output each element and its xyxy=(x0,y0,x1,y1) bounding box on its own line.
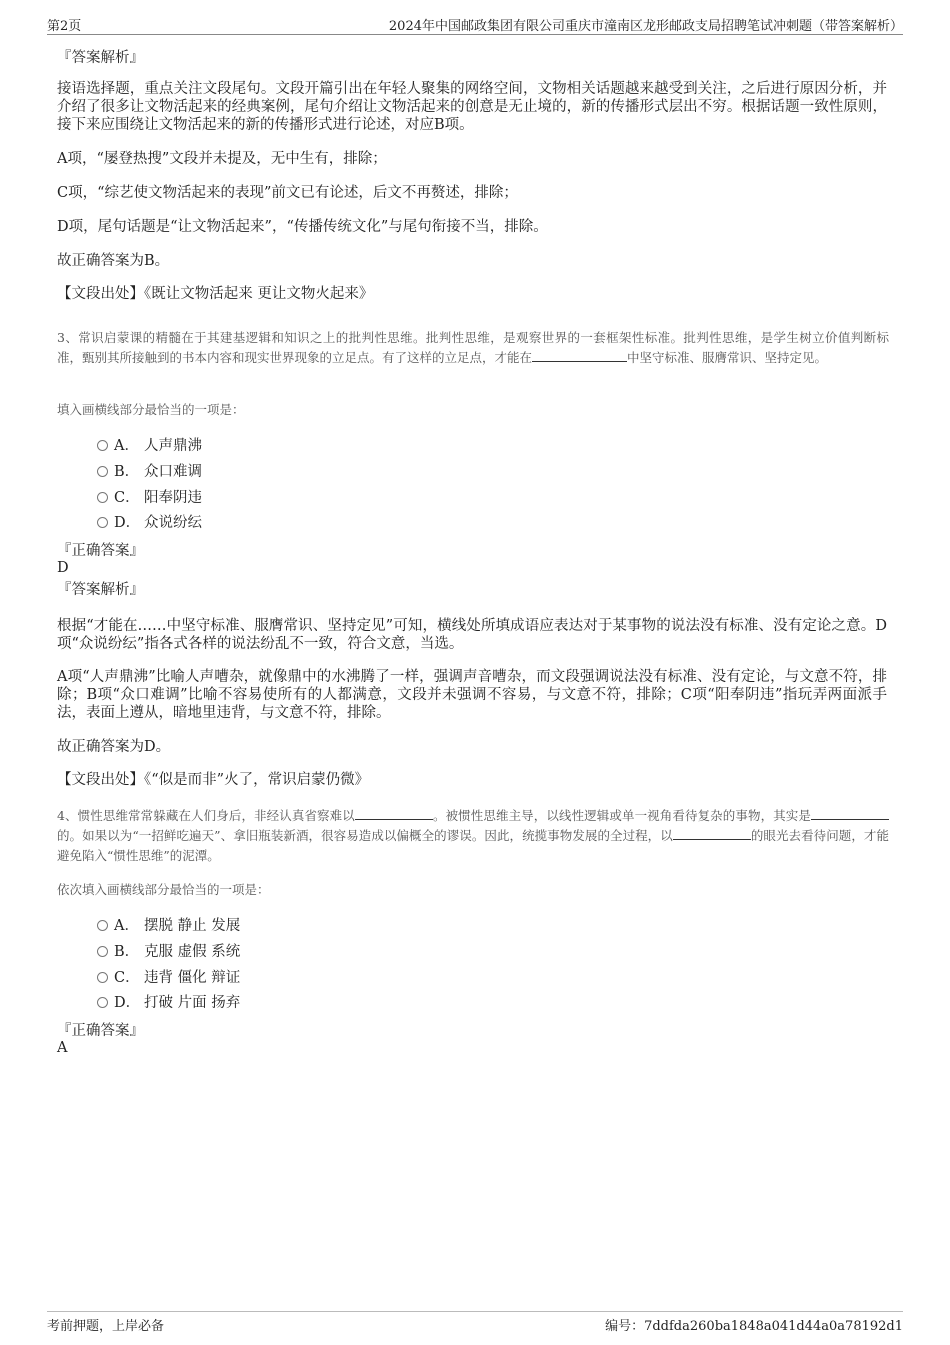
page-number: 第2页 xyxy=(47,19,82,34)
analysis-label: 『答案解析』 xyxy=(57,582,144,598)
question-text: 中坚守标准、服膺常识、坚持定见。 xyxy=(627,350,828,365)
correct-answer: A xyxy=(57,1040,68,1056)
option-a[interactable]: A． 人声鼎沸 xyxy=(97,436,202,456)
radio-icon[interactable] xyxy=(97,972,108,983)
question-text: 。被惯性思维主导，以线性逻辑或单一视角看待复杂的事物，其实是 xyxy=(432,808,811,823)
analysis-paragraph: D项，尾句话题是“让文物活起来”，“传播传统文化”与尾句衔接不当，排除。 xyxy=(57,219,548,235)
document-id: 编号：7ddfda260ba1848a041d44a0a78192d1 xyxy=(605,1319,903,1334)
fill-blank xyxy=(355,807,433,820)
radio-icon[interactable] xyxy=(97,997,108,1008)
source-citation: 【文段出处】《既让文物活起来 更让文物火起来》 xyxy=(57,286,374,302)
analysis-paragraph: C项，“综艺使文物活起来的表现”前文已有论述，后文不再赘述，排除； xyxy=(57,185,518,201)
radio-icon[interactable] xyxy=(97,920,108,931)
analysis-label: 『答案解析』 xyxy=(57,50,144,66)
correct-answer-label: 『正确答案』 xyxy=(57,1023,144,1039)
option-d[interactable]: D． 众说纷纭 xyxy=(97,513,202,533)
option-a[interactable]: A． 摆脱 静止 发展 xyxy=(97,916,240,936)
correct-answer-label: 『正确答案』 xyxy=(57,543,144,559)
page-header xyxy=(47,14,903,35)
page-footer xyxy=(47,1311,903,1334)
radio-icon[interactable] xyxy=(97,517,108,528)
document-title: 2024年中国邮政集团有限公司重庆市潼南区龙形邮政支局招聘笔试冲刺题（带答案解析） xyxy=(388,19,903,34)
source-citation: 【文段出处】《“似是而非”火了，常识启蒙仍微》 xyxy=(57,772,370,788)
analysis-paragraph: 接语选择题，重点关注文段尾句。文段开篇引出在年轻人聚集的网络空间，文物相关话题越来越受到关注，之后进行原因分析，并介绍了很多让文物活起来的经典案例，尾句介绍让文物活起来的创意是无止境的，新的传播形式层出不穷。根据话题一致性原则，接下来应围绕让文物活起来的新的传播形式进行论述，对应B项。 xyxy=(57,81,887,133)
analysis-paragraph: A项，“屡登热搜”文段并未提及，无中生有，排除； xyxy=(57,151,387,167)
radio-icon[interactable] xyxy=(97,466,108,477)
option-c[interactable]: C． 违背 僵化 辩证 xyxy=(97,968,240,988)
radio-icon[interactable] xyxy=(97,946,108,957)
fill-blank xyxy=(532,349,627,362)
option-c[interactable]: C． 阳奉阴违 xyxy=(97,488,202,508)
analysis-paragraph: 根据“才能在……中坚守标准、服膺常识、坚持定见”可知，横线处所填成语应表达对于某事物的说法没有标准、没有定论之意。D项“众说纷纭”指各式各样的说法纷乱不一致，符合文意，当选。 xyxy=(57,618,887,652)
question-text: 4、惯性思维常常躲藏在人们身后，非经认真省察难以 xyxy=(57,808,355,823)
question-text: 的。如果以为“一招鲜吃遍天”、拿旧瓶装新酒，很容易造成以偏概全的谬误。因此，统揽事物发展的全过程，以 xyxy=(57,828,673,843)
analysis-paragraph: A项“人声鼎沸”比喻人声嘈杂，就像鼎中的水沸腾了一样，强调声音嘈杂，而文段强调说法没有标准、没有定论，与文意不符，排除；B项“众口难调”比喻不容易使所有的人都满意，文段并未强调不容易，与文意不符，排除；C项“阳奉阴违”指玩弄两面派手法，表面上遵从，暗地里违背，与文意不符，排除。 xyxy=(57,669,887,721)
radio-icon[interactable] xyxy=(97,440,108,451)
option-b[interactable]: B． 众口难调 xyxy=(97,462,202,482)
option-b[interactable]: B． 克服 虚假 系统 xyxy=(97,942,240,962)
radio-icon[interactable] xyxy=(97,492,108,503)
question-text: 的眼光去看待问题，才能避免陷入“惯性思维”的泥潭。 xyxy=(57,828,889,863)
question-4-text xyxy=(57,806,889,866)
correct-answer: D xyxy=(57,560,69,576)
fill-blank xyxy=(673,827,751,840)
footer-slogan: 考前押题，上岸必备 xyxy=(47,1319,165,1334)
question-3-text xyxy=(57,328,889,368)
question-prompt: 填入画横线部分最恰当的一项是： xyxy=(57,402,245,417)
fill-blank xyxy=(811,807,889,820)
question-text: 3、常识启蒙课的精髓在于其建基逻辑和知识之上的批判性思维。批判性思维，是观察世界的一套框架性标准。批判性思维，是学生树立价值判断标准，甄别其所接触到的书本内容和现实世界现象的立足点。有了这样的立足点，才能在 xyxy=(57,330,889,365)
conclusion: 故正确答案为B。 xyxy=(57,253,170,269)
option-d[interactable]: D． 打破 片面 扬弃 xyxy=(97,993,240,1013)
question-prompt: 依次填入画横线部分最恰当的一项是： xyxy=(57,882,270,897)
conclusion: 故正确答案为D。 xyxy=(57,739,171,755)
